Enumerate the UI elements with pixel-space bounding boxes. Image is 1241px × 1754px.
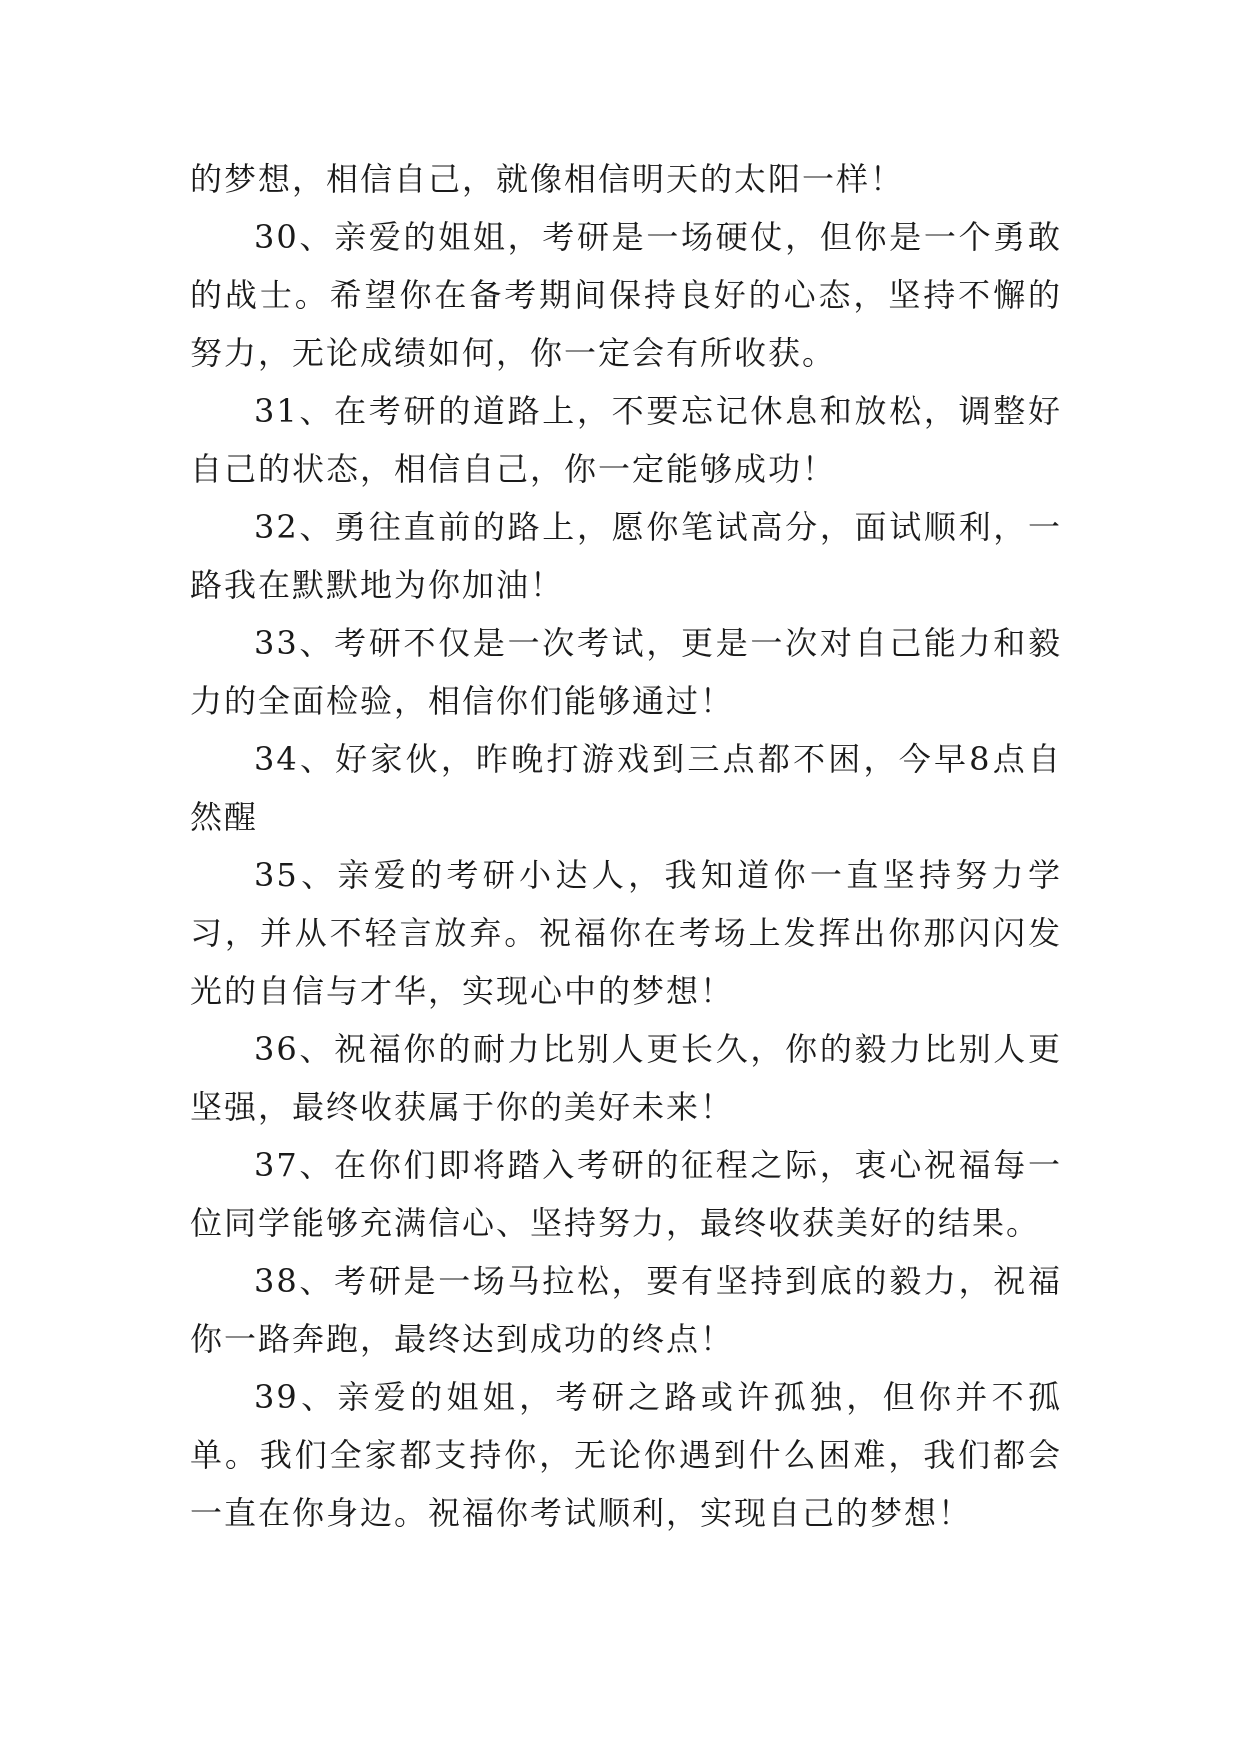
paragraph-38: 38、考研是一场马拉松，要有坚持到底的毅力，祝福你一路奔跑，最终达到成功的终点！ [190, 1262, 1062, 1358]
paragraph-33: 33、考研不仅是一次考试，更是一次对自己能力和毅力的全面检验，相信你们能够通过！ [190, 624, 1062, 720]
paragraph-32: 32、勇往直前的路上，愿你笔试高分，面试顺利，一路我在默默地为你加油！ [190, 508, 1062, 604]
paragraph-31: 31、在考研的道路上，不要忘记休息和放松，调整好自己的状态，相信自己，你一定能够成功！ [190, 392, 1062, 488]
paragraph-30: 30、亲爱的姐姐，考研是一场硬仗，但你是一个勇敢的战士。希望你在备考期间保持良好的心态，坚持不懈的努力，无论成绩如何，你一定会有所收获。 [190, 218, 1062, 372]
paragraph-37: 37、在你们即将踏入考研的征程之际，衷心祝福每一位同学能够充满信心、坚持努力，最终收获美好的结果。 [190, 1146, 1062, 1242]
paragraph-39: 39、亲爱的姐姐，考研之路或许孤独，但你并不孤单。我们全家都支持你，无论你遇到什么困难，我们都会一直在你身边。祝福你考试顺利，实现自己的梦想！ [190, 1378, 1062, 1532]
paragraph-continued: 的梦想，相信自己，就像相信明天的太阳一样！ [190, 160, 905, 198]
paragraph-34: 34、好家伙，昨晚打游戏到三点都不困，今早8点自然醒 [190, 740, 1062, 836]
paragraph-36: 36、祝福你的耐力比别人更长久，你的毅力比别人更坚强，最终收获属于你的美好未来！ [190, 1030, 1062, 1126]
text-body [190, 150, 1062, 1542]
paragraph-35: 35、亲爱的考研小达人，我知道你一直坚持努力学习，并从不轻言放弃。祝福你在考场上发挥出你那闪闪发光的自信与才华，实现心中的梦想！ [190, 856, 1062, 1010]
